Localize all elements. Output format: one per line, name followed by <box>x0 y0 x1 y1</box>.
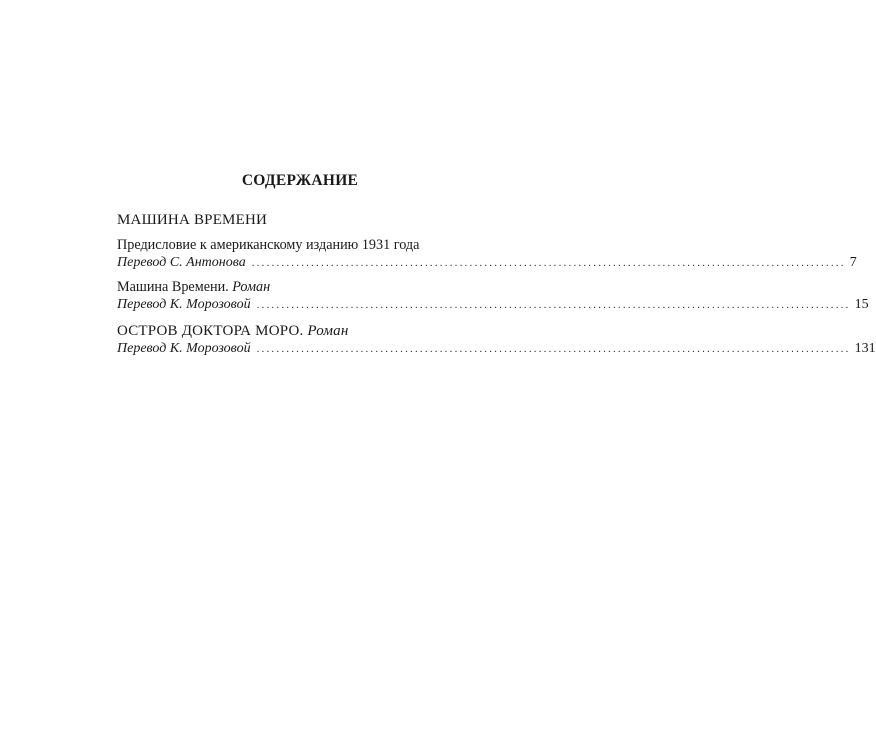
dot-leader: ........................................................................................................................ <box>256 343 851 355</box>
toc-entry-time-machine-novel[interactable] <box>117 297 869 313</box>
part-title-text: МАШИНА ВРЕМЕНИ <box>117 212 268 228</box>
page-number: 131 <box>854 341 876 356</box>
translator-credit: Перевод К. Морозовой <box>117 297 251 312</box>
page-number: 15 <box>854 297 869 312</box>
part-title <box>117 323 481 340</box>
entry-genre: Роман <box>232 279 271 295</box>
entry-title-text: Предисловие к американскому изданию 1931 года <box>117 237 420 253</box>
part-title-text: ОСТРОВ ДОКТОРА МОРО. <box>117 323 304 339</box>
part-title <box>117 212 481 229</box>
toc-entry-preface[interactable] <box>117 255 857 271</box>
dot-leader: ........................................................................................................................ <box>251 257 846 269</box>
entry-title-novel <box>117 279 481 296</box>
entry-title-text: Машина Времени. <box>117 279 229 295</box>
part-genre: Роман <box>307 323 349 339</box>
translator-credit: Перевод С. Антонова <box>117 255 246 270</box>
page-number: 7 <box>849 255 857 270</box>
dot-leader: ........................................................................................................................ <box>256 299 851 311</box>
toc-entry-island-of-doctor-moreau[interactable] <box>117 341 876 357</box>
translator-credit: Перевод К. Морозовой <box>117 341 251 356</box>
entry-title-preface <box>117 237 481 254</box>
toc-part-island-of-doctor-moreau <box>117 323 876 357</box>
toc-part-time-machine <box>117 212 869 313</box>
toc-heading: СОДЕРЖАНИЕ <box>241 172 359 189</box>
